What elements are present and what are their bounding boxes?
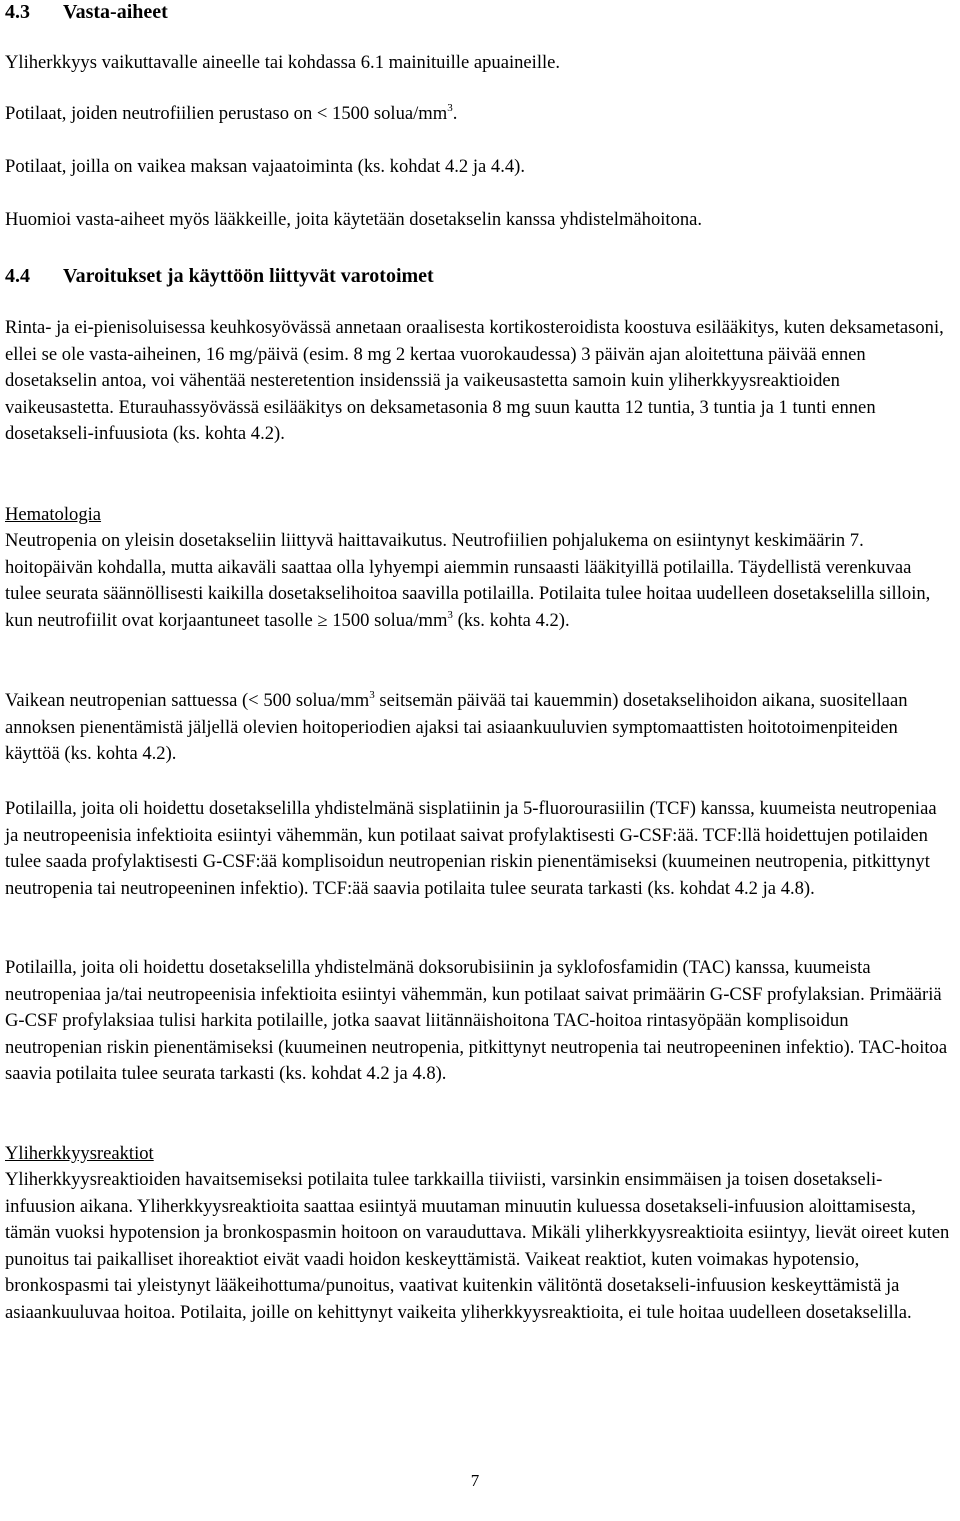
contraindication-paragraph: Huomioi vasta-aiheet myös lääkkeille, joita käytetään dosetakselin kanssa yhdistelmähoitona. (5, 209, 703, 230)
text-run: (ks. kohta 4.2). (452, 609, 570, 631)
section-title: Varoitukset ja käyttöön liittyvät varotoimet (63, 265, 434, 287)
contraindication-paragraph (5, 101, 457, 128)
section-heading-4-4 (5, 264, 434, 288)
section-title: Vasta-aiheet (63, 1, 168, 23)
page-number: 7 (470, 1471, 480, 1490)
hematology-paragraph (5, 528, 950, 634)
hematology-paragraph (5, 688, 950, 768)
section-number: 4.4 (5, 265, 30, 287)
text-run: . (452, 103, 458, 124)
premedication-paragraph: Rinta- ja ei-pienisoluisessa keuhkosyövässä annetaan oraalisesta kortikosteroidista koostuva esilääkitys, kuten deksametasoni, ellei se ole vasta-aiheinen, 16 mg/päivä (esim. 8 mg 2 kertaa vuorokaudessa) 3 päivän ajan aloitettuna päivää ennen dosetakselin antoa, voi vähentää nesteretention insidenssiä ja vaikeusastetta samoin kuin yliherkkyysreaktioiden vaikeusastetta. Eturauhassyövässä esilääkitys on deksametasonia 8 mg suun kautta 12 tuntia, 3 tuntia ja 1 tunti ennen dosetakseli-infuusiota (ks. kohta 4.2). (5, 317, 944, 444)
text-run: Vaikean neutropenian sattuessa (< 500 solua/mm (5, 690, 370, 711)
contraindication-paragraph: Yliherkkyys vaikuttavalle aineelle tai kohdassa 6.1 mainituille apuaineille. (5, 52, 561, 73)
section-number: 4.3 (5, 1, 30, 23)
subheading-hypersensitivity: Yliherkkyysreaktiot (5, 1143, 154, 1164)
hypersensitivity-paragraph: Yliherkkyysreaktioiden havaitsemiseksi potilaita tulee tarkkailla tiiviisti, varsinkin ensimmäisen ja toisen dosetakseli-infuusion aikana. Yliherkkyysreaktioita saattaa esiintyä muutaman minuutin kuluessa dosetakseli-infuusion aloittamisesta, tämän vuoksi hypotension ja bronkospasmin hoitoon on varauduttava. Mikäli yliherkkyysreaktioita esiintyy, lievät oireet kuten punoitus tai paikalliset ihoreaktiot eivät vaadi hoidon keskeyttämistä. Vaikeat reaktiot, kuten voimakas hypotensio, bronkospasmi tai yleistynyt lääkeihottuma/punoitus, vaativat kuitenkin välitöntä dosetakseli-infuusion keskeyttämistä ja asiaankuuluvaa hoitoa. Potilaita, joille on kehittynyt vaikeita yliherkkyysreaktioita, ei tule hoitaa uudelleen dosetakselilla. (5, 1169, 950, 1323)
hematology-paragraph: Potilailla, joita oli hoidettu dosetakselilla yhdistelmänä doksorubisiinin ja syklofosfamidin (TAC) kanssa, kuumeista neutropeniaa ja/tai neutropeenisia infektioita esiintyi vähemmän, kun potilaat saivat primäärin G-CSF profylaksian. Primääriä G-CSF profylaksiaa tulisi harkita potilaille, jotka saavat liitännäishoitona TAC-hoitoa rintasyöpään komplisoidun neutropenian riskin pienentämiseksi (kuumeinen neutropenia, pitkittynyt neutropenia tai neutropeeninen infektio). TAC-hoitoa saavia potilaita tulee seurata tarkasti (ks. kohdat 4.2 ja 4.8). (5, 957, 948, 1084)
hematology-paragraph: Potilailla, joita oli hoidettu dosetakselilla yhdistelmänä sisplatiinin ja 5-fluorourasiilin (TCF) kanssa, kuumeista neutropeniaa ja neutropeenisia infektioita esiintyi vähemmän, kun potilaat saivat profylaktisesti G-CSF:ää. TCF:llä hoidettujen potilaiden tulee saada profylaktisesti G-CSF:ää komplisoidun neutropenian riskin pienentämiseksi (kuumeinen neutropenia, pitkittynyt neutropenia tai neutropeeninen infektio). TCF:ää saavia potilaita tulee seurata tarkasti (ks. kohdat 4.2 ja 4.8). (5, 798, 937, 899)
superscript: 3 (447, 102, 453, 114)
subheading-hematology: Hematologia (5, 504, 102, 525)
text-run: seitsemän päivää tai kauemmin) dosetakselihoidon aikana, suositellaan annoksen pienentämistä jäljellä olevien hoitoperiodien ajaksi tai asiaankuuluvien symptomaattisten hoitotoimenpiteiden käyttöä (ks. kohta 4.2). (5, 690, 908, 764)
text-run: Neutropenia on yleisin dosetakseliin liittyvä haittavaikutus. Neutrofiilien pohjalukema on esiintynyt keskimäärin 7. hoitopäivän kohdalla, mutta aikaväli saattaa olla lyhyempi aiemmin runsaasti lääkityillä potilailla. Täydellistä verenkuvaa tulee seurata säännöllisesti kaikilla dosetakselihoitoa saavilla potilailla. Potilaita tulee hoitaa uudelleen dosetakselilla silloin, kun neutrofiilit ovat korjaantuneet tasolle ≥ 1500 solua/mm (5, 530, 931, 631)
text-run: Potilaat, joiden neutrofiilien perustaso on < 1500 solua/mm (5, 103, 448, 124)
superscript: 3 (369, 689, 375, 701)
superscript: 3 (447, 608, 453, 621)
section-heading-4-3 (5, 0, 168, 24)
contraindication-paragraph: Potilaat, joilla on vaikea maksan vajaatoiminta (ks. kohdat 4.2 ja 4.4). (5, 156, 525, 177)
